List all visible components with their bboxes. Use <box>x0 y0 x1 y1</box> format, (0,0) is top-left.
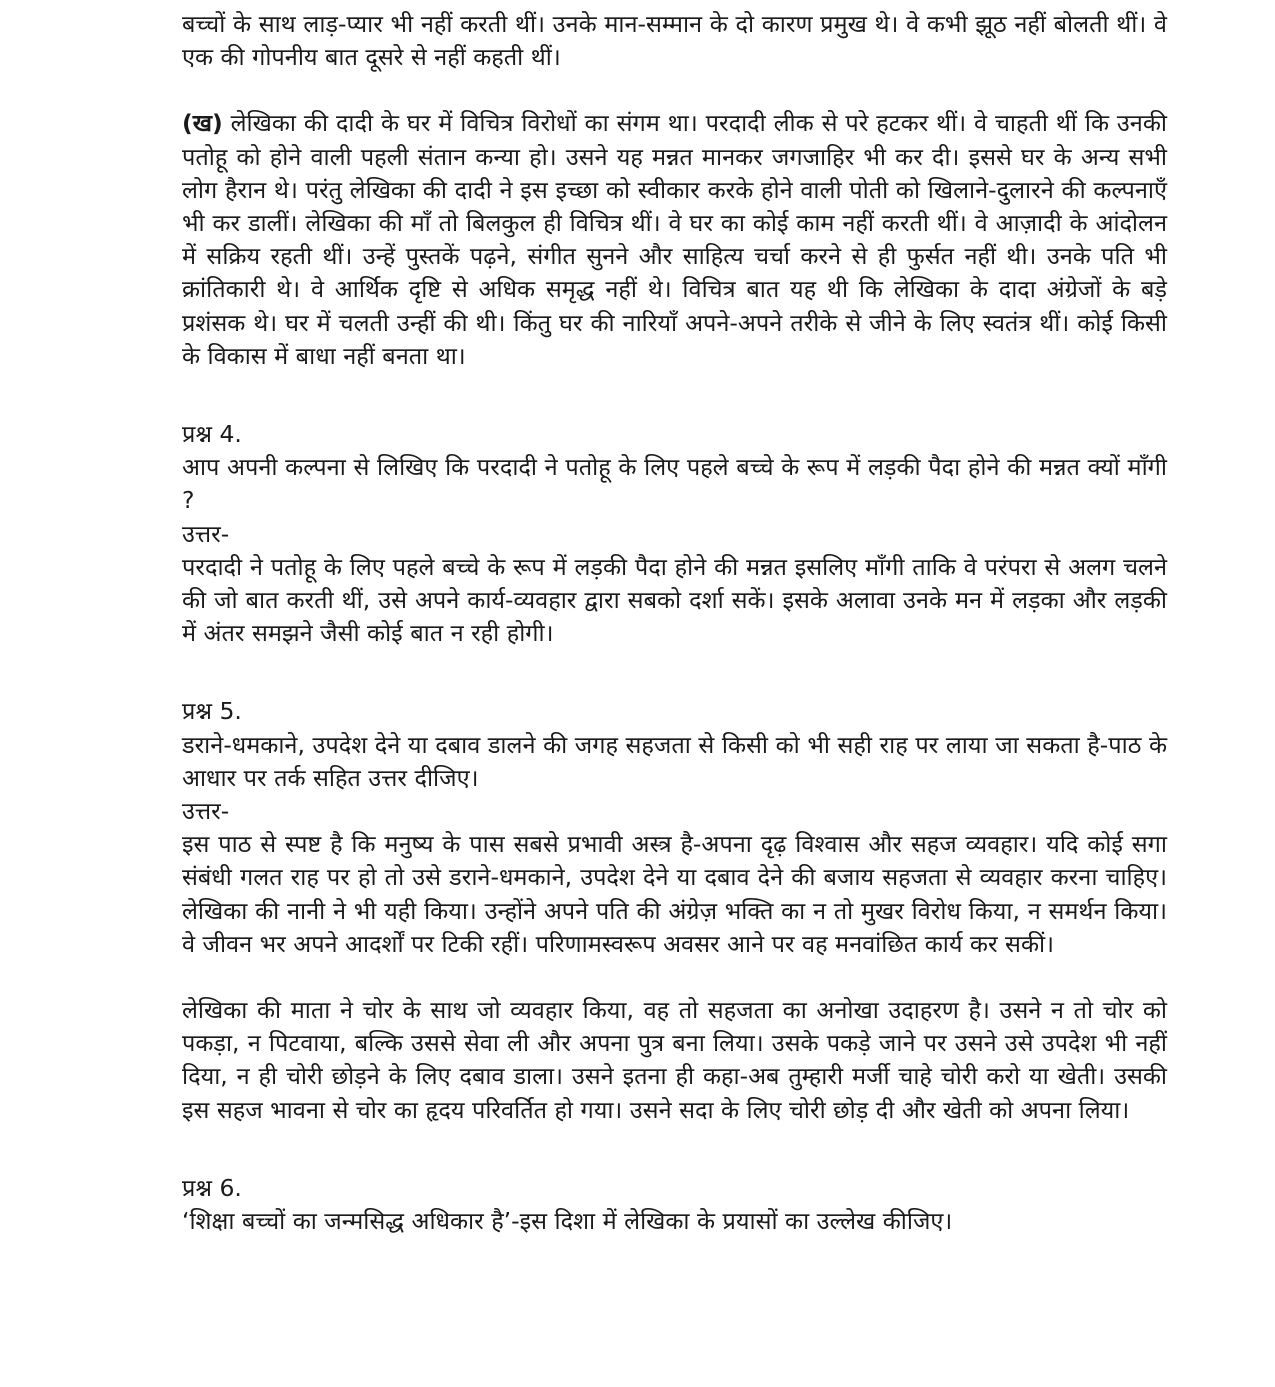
document-page <box>182 8 1167 1238</box>
part-kha-paragraph <box>182 107 1167 373</box>
question-5-answer-label: उत्तर- <box>182 797 230 826</box>
question-4-text: आप अपनी कल्पना से लिखिए कि परदादी ने पतोहू के लिए पहले बच्चे के रूप में लड़की पैदा होने की मन्नत क्यों माँगी ? <box>182 453 1168 515</box>
spacer <box>182 650 1167 695</box>
question-5 <box>182 695 1167 1126</box>
question-5-text: डराने-धमकाने, उपदेश देने या दबाव डालने की जगह सहजता से किसी को भी सही राह पर लाया जा सकता है-पाठ के आधार पर तर्क सहित उत्तर दीजिए। <box>182 730 1167 792</box>
spacer <box>182 373 1167 418</box>
spacer <box>182 1127 1167 1172</box>
question-5-answer-paragraph-2: लेखिका की माता ने चोर के साथ जो व्यवहार किया, वह तो सहजता का अनोखा उदाहरण है। उसने न तो चोर को पकड़ा, न पिटवाया, बल्कि उससे सेवा ली और अपना पुत्र बना लिया। उसके पकड़े जाने पर उसने उसे उपदेश भी नहीं दिया, न ही चोरी छोड़ने के लिए दबाव डाला। उसने इतना ही कहा-अब तुम्हारी मर्जी चाहे चोरी करो या खेती। उसकी इस सहज भावना से चोर का हृदय परिवर्तित हो गया। उसने सदा के लिए चोरी छोड़ दी और खेती को अपना लिया। <box>182 996 1167 1124</box>
question-6 <box>182 1172 1167 1238</box>
part-kha-marker: (ख) <box>182 109 223 138</box>
question-6-text: ‘शिक्षा बच्चों का जन्मसिद्ध अधिकार है’-इस दिशा में लेखिका के प्रयासों का उल्लेख कीजिए। <box>182 1207 953 1236</box>
question-4-label: प्रश्न 4. <box>182 420 242 449</box>
spacer <box>182 74 1167 107</box>
question-4 <box>182 418 1167 650</box>
question-4-answer-label: उत्तर- <box>182 519 230 548</box>
spacer <box>182 961 1167 994</box>
part-kha-text: लेखिका की दादी के घर में विचित्र विरोधों का संगम था। परदादी लीक से परे हटकर थीं। वे चाहती थीं कि उनकी पतोहू को होने वाली पहली संतान कन्या हो। उसने यह मन्नत मानकर जगजाहिर भी कर दी। इससे घर के अन्य सभी लोग हैरान थे। परंतु लेखिका की दादी ने इस इच्छा को स्वीकार करके होने वाली पोती को खिलाने-दुलारने की कल्पनाएँ भी कर डालीं। लेखिका की माँ तो बिलकुल ही विचित्र थीं। वे घर का कोई काम नहीं करती थीं। वे आज़ादी के आंदोलन में सक्रिय रहती थीं। उन्हें पुस्तकें पढ़ने, संगीत सुनने और साहित्य चर्चा करने से ही फुर्सत नहीं थी। उनके पति भी क्रांतिकारी थे। वे आर्थिक दृष्टि से अधिक समृद्ध नहीं थे। विचित्र बात यह थी कि लेखिका के दादा अंग्रेजों के बड़े प्रशंसक थे। घर में चलती उन्हीं की थी। किंतु घर की नारियाँ अपने-अपने तरीके से जीने के लिए स्वतंत्र थीं। कोई किसी के विकास में बाधा नहीं बनता था। <box>182 109 1167 370</box>
question-5-answer-paragraph-1: इस पाठ से स्पष्ट है कि मनुष्य के पास सबसे प्रभावी अस्त्र है-अपना दृढ़ विश्वास और सहज व्यवहार। यदि कोई सगा संबंधी गलत राह पर हो तो उसे डराने-धमकाने, उपदेश देने या दबाव देने की बजाय सहजता से व्यवहार करना चाहिए। लेखिका की नानी ने भी यही किया। उन्होंने अपने पति की अंग्रेज़ भक्ति का न तो मुखर विरोध किया, न समर्थन किया। वे जीवन भर अपने आदर्शों पर टिकी रहीं। परिणामस्वरूप अवसर आने पर वह मनवांछित कार्य कर सकीं। <box>182 830 1167 958</box>
intro-paragraph: बच्चों के साथ लाड़-प्यार भी नहीं करती थीं। उनके मान-सम्मान के दो कारण प्रमुख थे। वे कभी झूठ नहीं बोलती थीं। वे एक की गोपनीय बात दूसरे से नहीं कहती थीं। <box>182 10 1167 72</box>
question-6-label: प्रश्न 6. <box>182 1173 242 1202</box>
question-4-answer: परदादी ने पतोहू के लिए पहले बच्चे के रूप में लड़की पैदा होने की मन्नत इसलिए माँगी ताकि वे परंपरा से अलग चलने की जो बात करती थीं, उसे अपने कार्य-व्यवहार द्वारा सबको दर्शा सकें। इसके अलावा उनके मन में लड़का और लड़की में अंतर समझने जैसी कोई बात न रही होगी। <box>182 552 1167 648</box>
question-5-label: प्रश्न 5. <box>182 697 242 726</box>
